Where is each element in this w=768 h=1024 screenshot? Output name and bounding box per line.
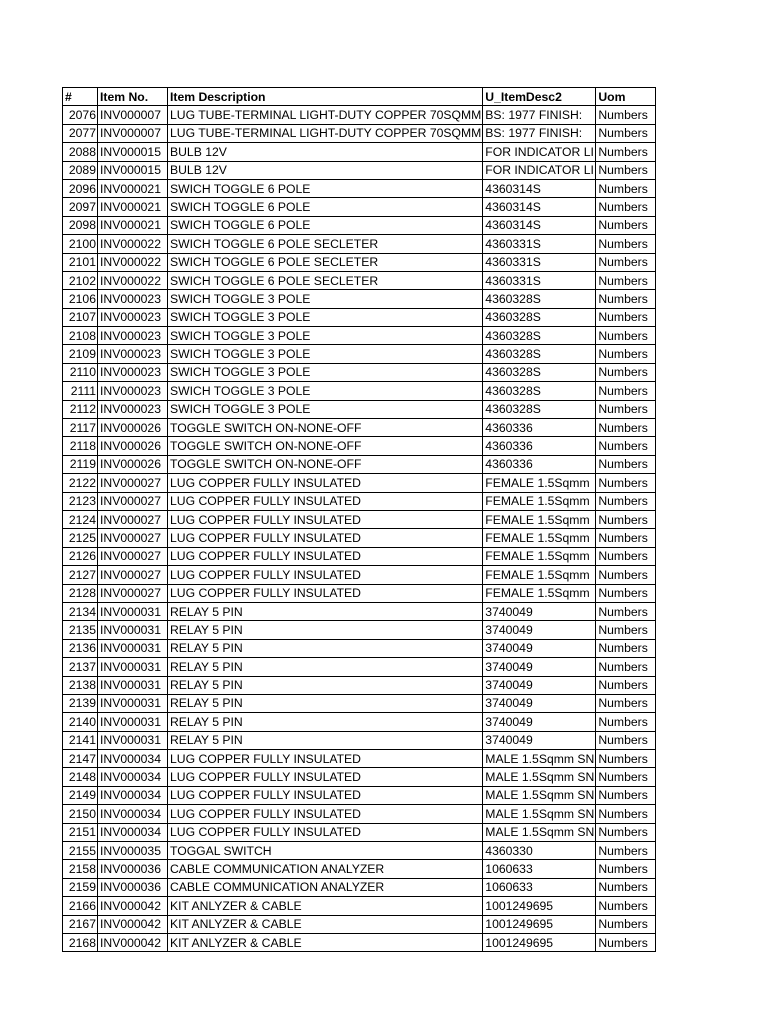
row-number-cell: 2150 (63, 805, 98, 823)
item-desc2-cell: FEMALE 1.5Sqmm (483, 584, 596, 602)
item-no-cell: INV000031 (98, 602, 168, 620)
item-description-cell: LUG COPPER FULLY INSULATED (168, 492, 483, 510)
uom-cell: Numbers (596, 915, 656, 933)
table-row (63, 161, 656, 179)
item-no-cell: INV000026 (98, 437, 168, 455)
item-description-cell: TOGGLE SWITCH ON-NONE-OFF (168, 437, 483, 455)
uom-cell: Numbers (596, 510, 656, 528)
item-no-cell: INV000031 (98, 713, 168, 731)
item-no-cell: INV000007 (98, 106, 168, 124)
table-row (63, 658, 656, 676)
item-desc2-cell: 4360336 (483, 455, 596, 473)
item-desc2-cell: 4360331S (483, 271, 596, 289)
row-number-cell: 2108 (63, 327, 98, 345)
row-number-cell: 2076 (63, 106, 98, 124)
item-description-cell: SWICH TOGGLE 6 POLE (168, 198, 483, 216)
item-desc2-cell: FEMALE 1.5Sqmm (483, 510, 596, 528)
item-desc2-cell: 4360328S (483, 382, 596, 400)
item-description-cell: BULB 12V (168, 143, 483, 161)
table-row (63, 455, 656, 473)
table-row (63, 805, 656, 823)
table-row (63, 198, 656, 216)
item-description-cell: SWICH TOGGLE 3 POLE (168, 308, 483, 326)
item-desc2-cell: 3740049 (483, 602, 596, 620)
row-number-cell: 2140 (63, 713, 98, 731)
item-no-cell: INV000031 (98, 676, 168, 694)
uom-cell: Numbers (596, 566, 656, 584)
row-number-cell: 2155 (63, 842, 98, 860)
uom-cell: Numbers (596, 345, 656, 363)
item-description-cell: LUG COPPER FULLY INSULATED (168, 823, 483, 841)
table-row (63, 639, 656, 657)
item-description-cell: LUG COPPER FULLY INSULATED (168, 510, 483, 528)
item-description-cell: RELAY 5 PIN (168, 731, 483, 749)
uom-cell: Numbers (596, 308, 656, 326)
header-row-number: # (63, 88, 98, 106)
item-description-cell: SWICH TOGGLE 3 POLE (168, 363, 483, 381)
item-description-cell: SWICH TOGGLE 3 POLE (168, 327, 483, 345)
item-description-cell: CABLE COMMUNICATION ANALYZER (168, 878, 483, 896)
item-no-cell: INV000027 (98, 474, 168, 492)
item-no-cell: INV000007 (98, 124, 168, 142)
item-desc2-cell: 4360331S (483, 235, 596, 253)
item-desc2-cell: MALE 1.5Sqmm SN (483, 805, 596, 823)
header-item-description: Item Description (168, 88, 483, 106)
table-row (63, 823, 656, 841)
item-desc2-cell: FEMALE 1.5Sqmm (483, 474, 596, 492)
row-number-cell: 2106 (63, 290, 98, 308)
item-desc2-cell: FEMALE 1.5Sqmm (483, 529, 596, 547)
item-desc2-cell: FEMALE 1.5Sqmm (483, 566, 596, 584)
uom-cell: Numbers (596, 124, 656, 142)
item-desc2-cell: FOR INDICATOR LI (483, 161, 596, 179)
table-row (63, 713, 656, 731)
row-number-cell: 2135 (63, 621, 98, 639)
table-row (63, 694, 656, 712)
row-number-cell: 2101 (63, 253, 98, 271)
item-no-cell: INV000031 (98, 621, 168, 639)
item-description-cell: KIT ANLYZER & CABLE (168, 915, 483, 933)
table-row (63, 492, 656, 510)
table-row (63, 878, 656, 896)
uom-cell: Numbers (596, 492, 656, 510)
item-desc2-cell: FOR INDICATOR LI (483, 143, 596, 161)
item-no-cell: INV000034 (98, 768, 168, 786)
item-desc2-cell: MALE 1.5Sqmm SN (483, 750, 596, 768)
item-desc2-cell: 4360331S (483, 253, 596, 271)
row-number-cell: 2096 (63, 179, 98, 197)
uom-cell: Numbers (596, 584, 656, 602)
item-desc2-cell: 3740049 (483, 658, 596, 676)
uom-cell: Numbers (596, 731, 656, 749)
table-row (63, 860, 656, 878)
table-row (63, 933, 656, 951)
item-desc2-cell: 4360314S (483, 216, 596, 234)
item-description-cell: LUG COPPER FULLY INSULATED (168, 750, 483, 768)
item-no-cell: INV000027 (98, 566, 168, 584)
table-row (63, 510, 656, 528)
row-number-cell: 2124 (63, 510, 98, 528)
table-row (63, 400, 656, 418)
uom-cell: Numbers (596, 897, 656, 915)
item-no-cell: INV000042 (98, 897, 168, 915)
uom-cell: Numbers (596, 786, 656, 804)
table-row (63, 566, 656, 584)
item-desc2-cell: MALE 1.5Sqmm SN (483, 768, 596, 786)
row-number-cell: 2128 (63, 584, 98, 602)
row-number-cell: 2100 (63, 235, 98, 253)
item-no-cell: INV000026 (98, 419, 168, 437)
row-number-cell: 2127 (63, 566, 98, 584)
item-desc2-cell: 3740049 (483, 621, 596, 639)
item-desc2-cell: 1001249695 (483, 933, 596, 951)
row-number-cell: 2148 (63, 768, 98, 786)
item-description-cell: KIT ANLYZER & CABLE (168, 897, 483, 915)
item-description-cell: RELAY 5 PIN (168, 676, 483, 694)
item-desc2-cell: 1060633 (483, 860, 596, 878)
table-row (63, 547, 656, 565)
row-number-cell: 2119 (63, 455, 98, 473)
row-number-cell: 2122 (63, 474, 98, 492)
uom-cell: Numbers (596, 842, 656, 860)
item-no-cell: INV000021 (98, 216, 168, 234)
item-no-cell: INV000023 (98, 363, 168, 381)
table-row (63, 676, 656, 694)
table-row (63, 106, 656, 124)
row-number-cell: 2102 (63, 271, 98, 289)
row-number-cell: 2112 (63, 400, 98, 418)
row-number-cell: 2118 (63, 437, 98, 455)
uom-cell: Numbers (596, 768, 656, 786)
uom-cell: Numbers (596, 878, 656, 896)
table-row (63, 290, 656, 308)
table-row (63, 216, 656, 234)
table-row (63, 419, 656, 437)
row-number-cell: 2149 (63, 786, 98, 804)
row-number-cell: 2158 (63, 860, 98, 878)
item-description-cell: SWICH TOGGLE 6 POLE SECLETER (168, 253, 483, 271)
item-description-cell: LUG COPPER FULLY INSULATED (168, 786, 483, 804)
item-no-cell: INV000015 (98, 143, 168, 161)
uom-cell: Numbers (596, 327, 656, 345)
row-number-cell: 2111 (63, 382, 98, 400)
item-no-cell: INV000036 (98, 878, 168, 896)
uom-cell: Numbers (596, 419, 656, 437)
row-number-cell: 2134 (63, 602, 98, 620)
uom-cell: Numbers (596, 860, 656, 878)
item-desc2-cell: BS: 1977 FINISH: (483, 106, 596, 124)
item-desc2-cell: 4360330 (483, 842, 596, 860)
table-row (63, 768, 656, 786)
header-item-desc2: U_ItemDesc2 (483, 88, 596, 106)
item-desc2-cell: 1001249695 (483, 897, 596, 915)
item-description-cell: RELAY 5 PIN (168, 639, 483, 657)
item-desc2-cell: MALE 1.5Sqmm SN (483, 823, 596, 841)
uom-cell: Numbers (596, 658, 656, 676)
item-description-cell: RELAY 5 PIN (168, 658, 483, 676)
item-desc2-cell: 4360314S (483, 198, 596, 216)
item-no-cell: INV000035 (98, 842, 168, 860)
uom-cell: Numbers (596, 382, 656, 400)
item-no-cell: INV000022 (98, 271, 168, 289)
item-no-cell: INV000022 (98, 235, 168, 253)
table-row (63, 143, 656, 161)
row-number-cell: 2151 (63, 823, 98, 841)
uom-cell: Numbers (596, 363, 656, 381)
item-no-cell: INV000023 (98, 345, 168, 363)
item-description-cell: LUG COPPER FULLY INSULATED (168, 547, 483, 565)
table-row (63, 786, 656, 804)
table-row (63, 363, 656, 381)
uom-cell: Numbers (596, 455, 656, 473)
uom-cell: Numbers (596, 639, 656, 657)
item-description-cell: BULB 12V (168, 161, 483, 179)
item-no-cell: INV000023 (98, 308, 168, 326)
item-desc2-cell: 4360328S (483, 363, 596, 381)
table-row (63, 731, 656, 749)
item-no-cell: INV000031 (98, 731, 168, 749)
item-desc2-cell: MALE 1.5Sqmm SN (483, 786, 596, 804)
item-description-cell: SWICH TOGGLE 6 POLE (168, 216, 483, 234)
table-row (63, 897, 656, 915)
item-desc2-cell: 3740049 (483, 713, 596, 731)
table-row (63, 621, 656, 639)
row-number-cell: 2088 (63, 143, 98, 161)
item-no-cell: INV000034 (98, 750, 168, 768)
uom-cell: Numbers (596, 823, 656, 841)
table-row (63, 584, 656, 602)
table-row (63, 842, 656, 860)
item-description-cell: SWICH TOGGLE 6 POLE (168, 179, 483, 197)
uom-cell: Numbers (596, 529, 656, 547)
table-row (63, 345, 656, 363)
item-no-cell: INV000027 (98, 492, 168, 510)
item-desc2-cell: 4360314S (483, 179, 596, 197)
item-no-cell: INV000031 (98, 658, 168, 676)
row-number-cell: 2123 (63, 492, 98, 510)
item-no-cell: INV000022 (98, 253, 168, 271)
item-description-cell: LUG COPPER FULLY INSULATED (168, 584, 483, 602)
item-description-cell: RELAY 5 PIN (168, 602, 483, 620)
row-number-cell: 2089 (63, 161, 98, 179)
uom-cell: Numbers (596, 933, 656, 951)
table-body (63, 106, 656, 952)
row-number-cell: 2098 (63, 216, 98, 234)
item-no-cell: INV000027 (98, 584, 168, 602)
item-description-cell: TOGGLE SWITCH ON-NONE-OFF (168, 455, 483, 473)
item-description-cell: RELAY 5 PIN (168, 713, 483, 731)
uom-cell: Numbers (596, 106, 656, 124)
table-row (63, 915, 656, 933)
table-row (63, 529, 656, 547)
item-description-cell: KIT ANLYZER & CABLE (168, 933, 483, 951)
item-desc2-cell: 4360328S (483, 308, 596, 326)
item-no-cell: INV000015 (98, 161, 168, 179)
item-no-cell: INV000042 (98, 933, 168, 951)
item-desc2-cell: 1060633 (483, 878, 596, 896)
item-desc2-cell: 3740049 (483, 676, 596, 694)
row-number-cell: 2166 (63, 897, 98, 915)
item-no-cell: INV000023 (98, 400, 168, 418)
table-row (63, 382, 656, 400)
table-row (63, 179, 656, 197)
uom-cell: Numbers (596, 474, 656, 492)
row-number-cell: 2137 (63, 658, 98, 676)
item-no-cell: INV000031 (98, 694, 168, 712)
row-number-cell: 2139 (63, 694, 98, 712)
item-no-cell: INV000031 (98, 639, 168, 657)
row-number-cell: 2107 (63, 308, 98, 326)
row-number-cell: 2077 (63, 124, 98, 142)
item-description-cell: LUG COPPER FULLY INSULATED (168, 474, 483, 492)
row-number-cell: 2117 (63, 419, 98, 437)
uom-cell: Numbers (596, 750, 656, 768)
item-description-cell: RELAY 5 PIN (168, 621, 483, 639)
item-desc2-cell: 4360336 (483, 419, 596, 437)
uom-cell: Numbers (596, 143, 656, 161)
table-row (63, 750, 656, 768)
uom-cell: Numbers (596, 694, 656, 712)
item-no-cell: INV000042 (98, 915, 168, 933)
row-number-cell: 2126 (63, 547, 98, 565)
row-number-cell: 2167 (63, 915, 98, 933)
header-item-no: Item No. (98, 88, 168, 106)
table-row (63, 602, 656, 620)
uom-cell: Numbers (596, 547, 656, 565)
row-number-cell: 2125 (63, 529, 98, 547)
uom-cell: Numbers (596, 271, 656, 289)
item-no-cell: INV000034 (98, 805, 168, 823)
uom-cell: Numbers (596, 676, 656, 694)
table-row (63, 327, 656, 345)
table-row (63, 474, 656, 492)
item-description-cell: LUG COPPER FULLY INSULATED (168, 805, 483, 823)
item-desc2-cell: 4360328S (483, 400, 596, 418)
uom-cell: Numbers (596, 713, 656, 731)
uom-cell: Numbers (596, 161, 656, 179)
item-description-cell: SWICH TOGGLE 3 POLE (168, 400, 483, 418)
row-number-cell: 2159 (63, 878, 98, 896)
inventory-table (62, 87, 656, 952)
item-no-cell: INV000036 (98, 860, 168, 878)
uom-cell: Numbers (596, 179, 656, 197)
row-number-cell: 2168 (63, 933, 98, 951)
item-desc2-cell: 4360328S (483, 327, 596, 345)
item-desc2-cell: BS: 1977 FINISH: (483, 124, 596, 142)
item-desc2-cell: FEMALE 1.5Sqmm (483, 492, 596, 510)
row-number-cell: 2110 (63, 363, 98, 381)
row-number-cell: 2147 (63, 750, 98, 768)
item-no-cell: INV000021 (98, 179, 168, 197)
item-no-cell: INV000027 (98, 529, 168, 547)
uom-cell: Numbers (596, 253, 656, 271)
row-number-cell: 2141 (63, 731, 98, 749)
item-description-cell: LUG TUBE-TERMINAL LIGHT-DUTY COPPER 70SQMM (168, 124, 483, 142)
uom-cell: Numbers (596, 621, 656, 639)
item-description-cell: RELAY 5 PIN (168, 694, 483, 712)
item-desc2-cell: FEMALE 1.5Sqmm (483, 547, 596, 565)
uom-cell: Numbers (596, 400, 656, 418)
uom-cell: Numbers (596, 602, 656, 620)
item-description-cell: TOGGAL SWITCH (168, 842, 483, 860)
row-number-cell: 2097 (63, 198, 98, 216)
item-desc2-cell: 3740049 (483, 694, 596, 712)
item-description-cell: LUG COPPER FULLY INSULATED (168, 566, 483, 584)
item-no-cell: INV000034 (98, 823, 168, 841)
item-no-cell: INV000034 (98, 786, 168, 804)
table-row (63, 437, 656, 455)
table-row (63, 124, 656, 142)
uom-cell: Numbers (596, 437, 656, 455)
item-description-cell: SWICH TOGGLE 3 POLE (168, 345, 483, 363)
uom-cell: Numbers (596, 216, 656, 234)
table-row (63, 308, 656, 326)
item-description-cell: CABLE COMMUNICATION ANALYZER (168, 860, 483, 878)
item-description-cell: SWICH TOGGLE 3 POLE (168, 290, 483, 308)
item-description-cell: SWICH TOGGLE 6 POLE SECLETER (168, 235, 483, 253)
header-uom: Uom (596, 88, 656, 106)
uom-cell: Numbers (596, 235, 656, 253)
item-no-cell: INV000023 (98, 382, 168, 400)
row-number-cell: 2138 (63, 676, 98, 694)
item-desc2-cell: 4360328S (483, 345, 596, 363)
item-description-cell: LUG COPPER FULLY INSULATED (168, 768, 483, 786)
item-desc2-cell: 3740049 (483, 731, 596, 749)
item-no-cell: INV000023 (98, 327, 168, 345)
item-description-cell: TOGGLE SWITCH ON-NONE-OFF (168, 419, 483, 437)
item-description-cell: SWICH TOGGLE 6 POLE SECLETER (168, 271, 483, 289)
item-no-cell: INV000026 (98, 455, 168, 473)
header-row (63, 88, 656, 106)
table-row (63, 271, 656, 289)
item-no-cell: INV000027 (98, 510, 168, 528)
item-desc2-cell: 1001249695 (483, 915, 596, 933)
item-desc2-cell: 4360336 (483, 437, 596, 455)
item-no-cell: INV000027 (98, 547, 168, 565)
table-row (63, 235, 656, 253)
item-description-cell: LUG TUBE-TERMINAL LIGHT-DUTY COPPER 70SQMM (168, 106, 483, 124)
item-no-cell: INV000021 (98, 198, 168, 216)
uom-cell: Numbers (596, 198, 656, 216)
item-description-cell: LUG COPPER FULLY INSULATED (168, 529, 483, 547)
item-desc2-cell: 4360328S (483, 290, 596, 308)
table-row (63, 253, 656, 271)
item-description-cell: SWICH TOGGLE 3 POLE (168, 382, 483, 400)
uom-cell: Numbers (596, 290, 656, 308)
item-no-cell: INV000023 (98, 290, 168, 308)
item-desc2-cell: 3740049 (483, 639, 596, 657)
row-number-cell: 2109 (63, 345, 98, 363)
uom-cell: Numbers (596, 805, 656, 823)
row-number-cell: 2136 (63, 639, 98, 657)
